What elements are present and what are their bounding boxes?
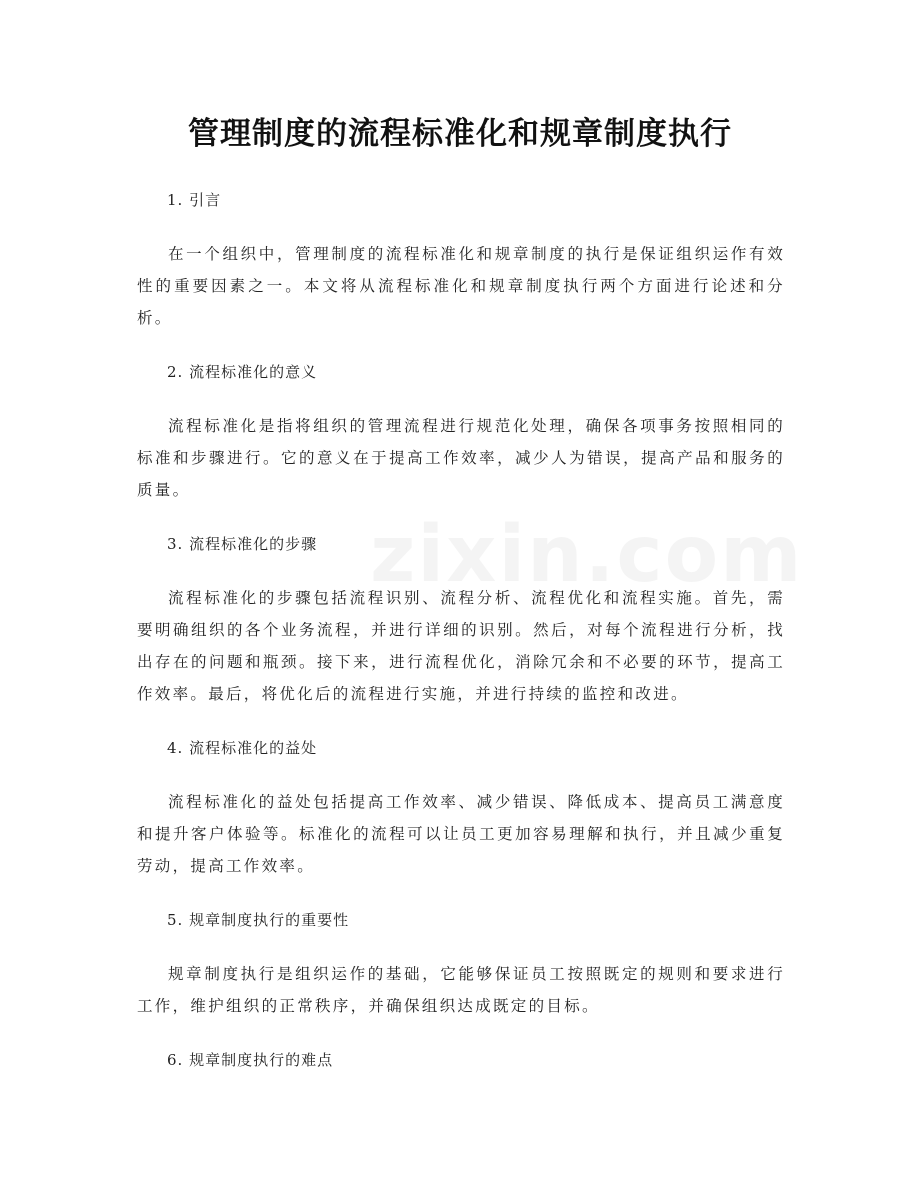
section-paragraph-5: 规章制度执行是组织运作的基础，它能够保证员工按照既定的规则和要求进行工作，维护组织的正常秩序，并确保组织达成既定的目标。: [137, 965, 785, 1015]
section-paragraph-3: 流程标准化的步骤包括流程识别、流程分析、流程优化和流程实施。首先，需要明确组织的各个业务流程，并进行详细的识别。然后，对每个流程进行分析，找出存在的问题和瓶颈。接下来，进行流程优化，消除冗余和不必要的环节，提高工作效率。最后，将优化后的流程进行实施，并进行持续的监控和改进。: [137, 589, 785, 703]
section-paragraph-1: 在一个组织中，管理制度的流程标准化和规章制度的执行是保证组织运作有效性的重要因素之一。本文将从流程标准化和规章制度执行两个方面进行论述和分析。: [137, 245, 785, 327]
document-body: [137, 184, 785, 1098]
document-title: 管理制度的流程标准化和规章制度执行: [188, 116, 732, 152]
section-heading-5: 5. 规章制度执行的重要性: [167, 911, 350, 929]
section-paragraph-2: 流程标准化是指将组织的管理流程进行规范化处理，确保各项事务按照相同的标准和步骤进行。它的意义在于提高工作效率，减少人为错误，提高产品和服务的质量。: [137, 417, 785, 499]
section-heading-1: 1. 引言: [167, 191, 222, 209]
section-heading-6: 6. 规章制度执行的难点: [167, 1051, 334, 1069]
section-paragraph-4: 流程标准化的益处包括提高工作效率、减少错误、降低成本、提高员工满意度和提升客户体验等。标准化的流程可以让员工更加容易理解和执行，并且减少重复劳动，提高工作效率。: [137, 793, 785, 875]
section-heading-2: 2. 流程标准化的意义: [167, 363, 318, 381]
section-heading-3: 3. 流程标准化的步骤: [167, 535, 318, 553]
section-heading-4: 4. 流程标准化的益处: [167, 739, 318, 757]
